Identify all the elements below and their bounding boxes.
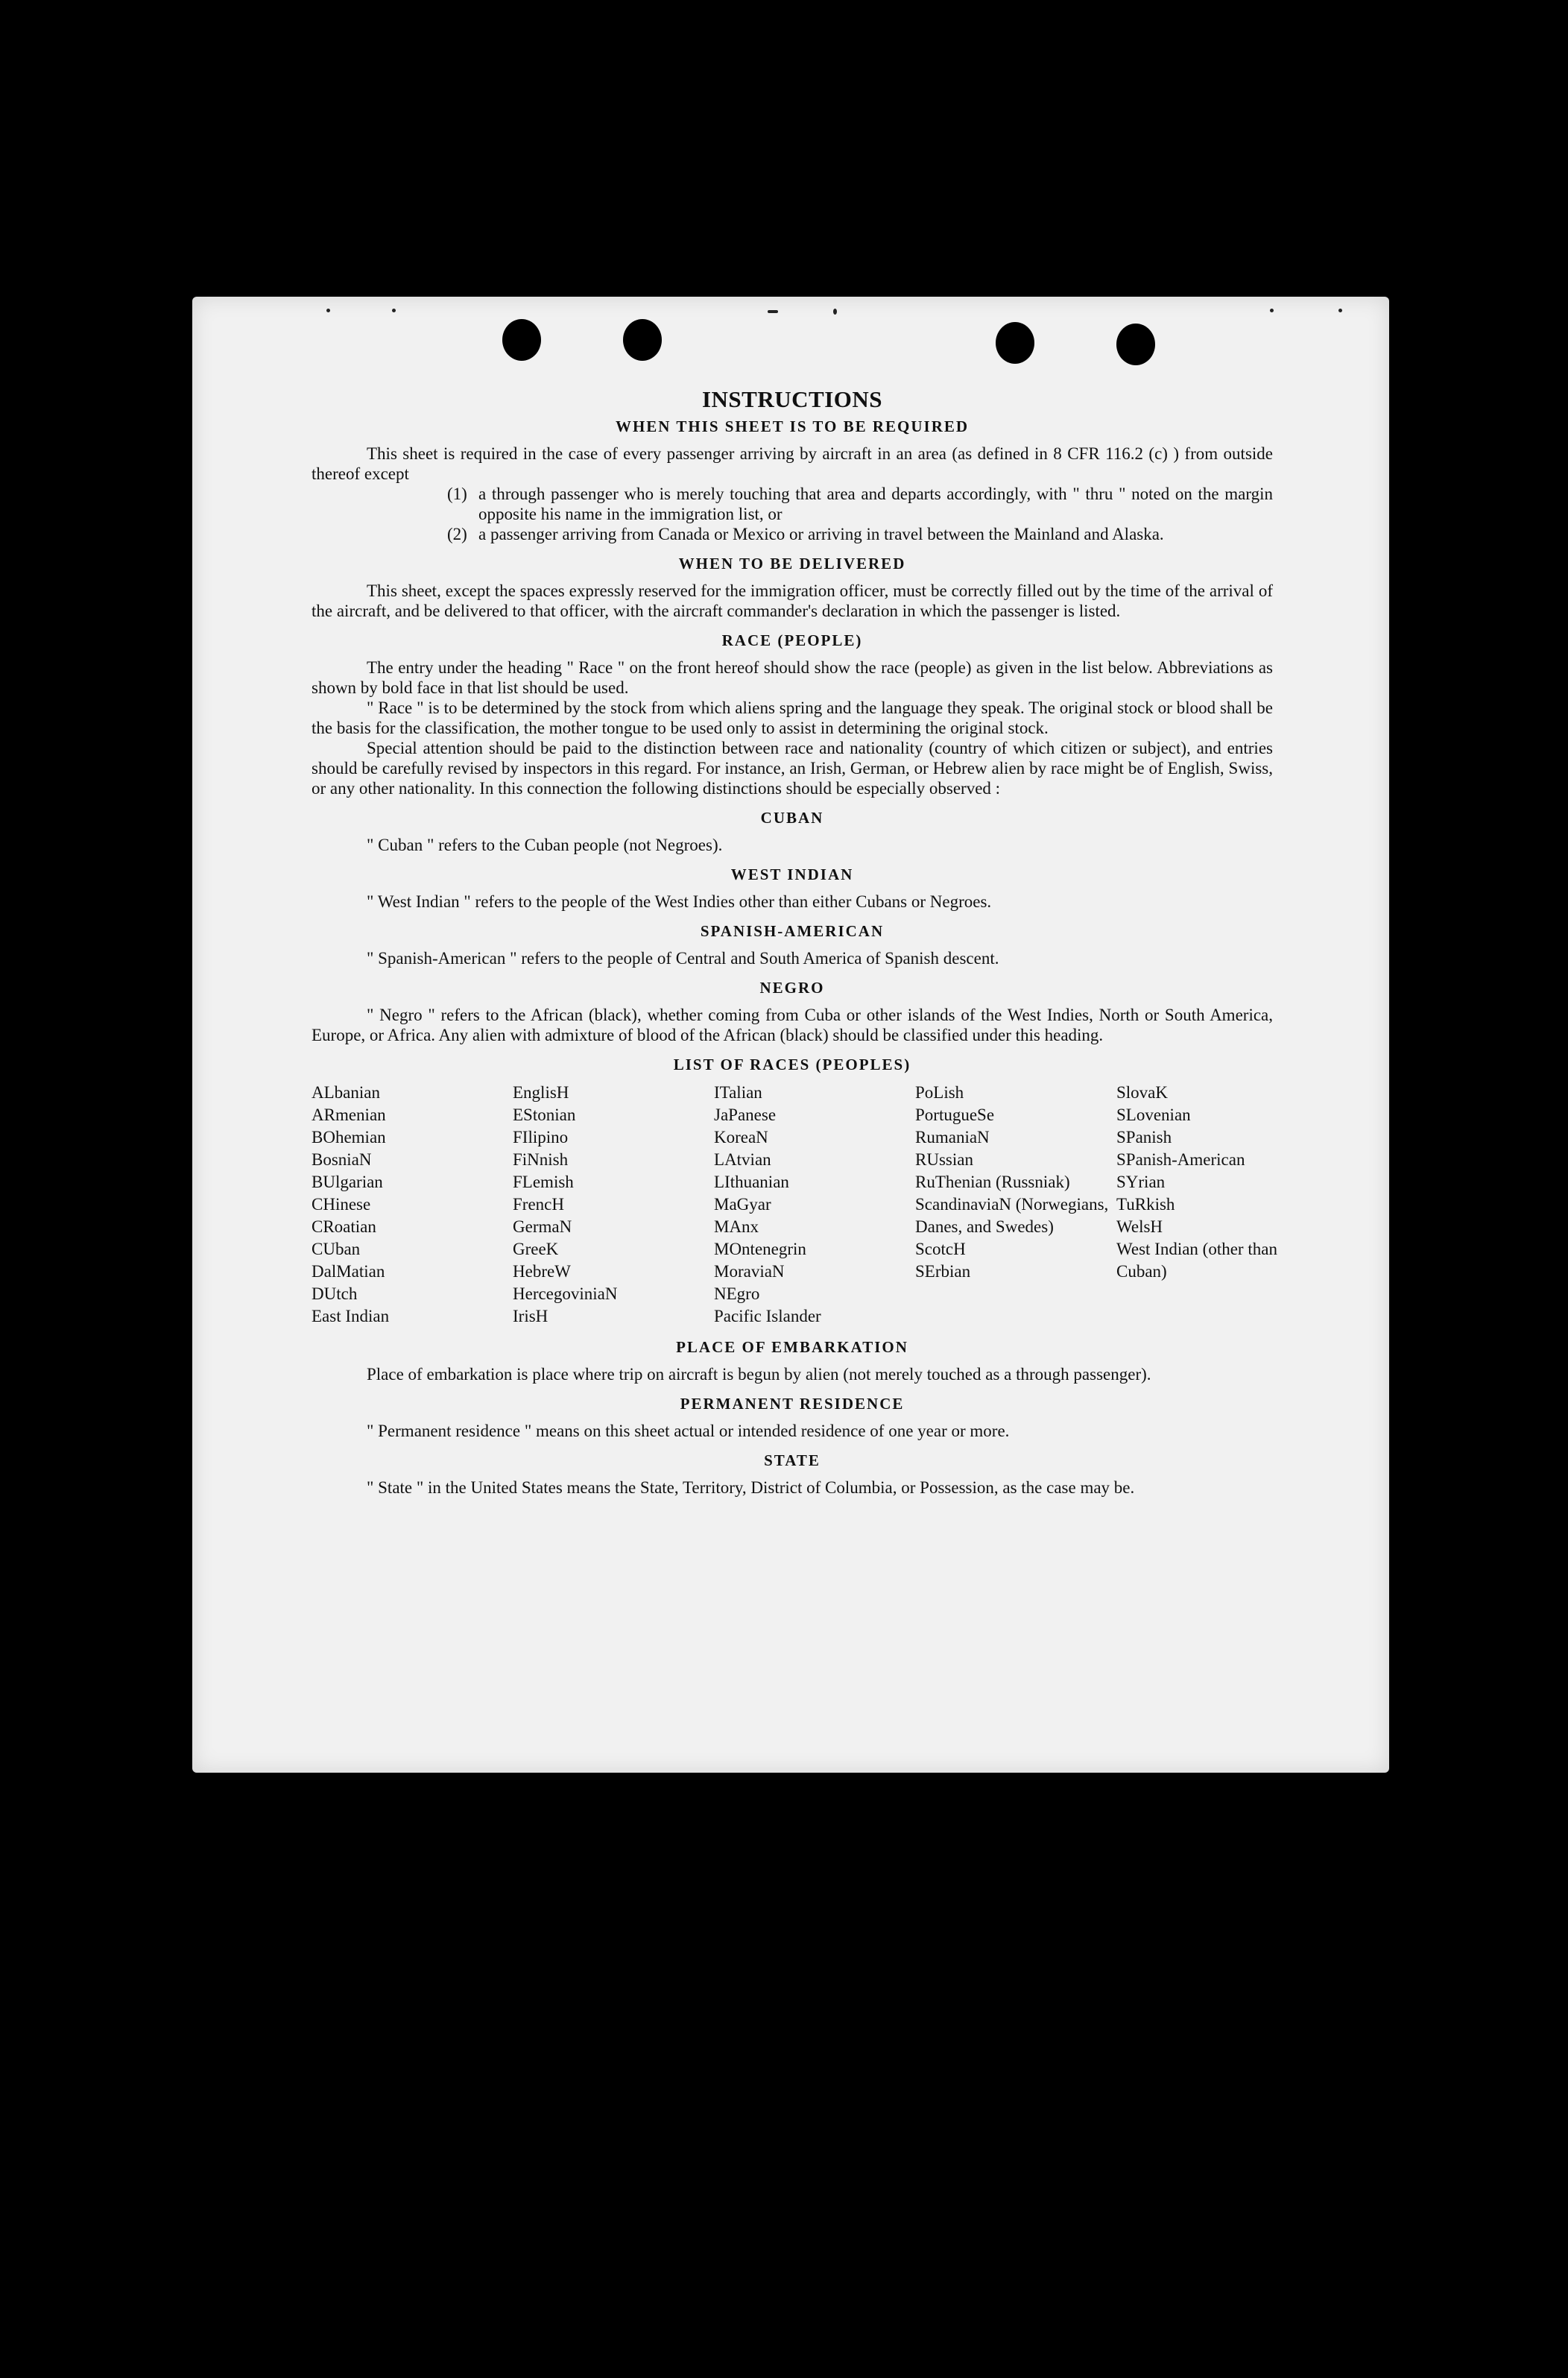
race-entry: SLovenian (1116, 1106, 1191, 1124)
instructions-content (312, 386, 1277, 1498)
section-heading-delivered: WHEN TO BE DELIVERED (678, 555, 906, 573)
race-entry: FLemish (513, 1173, 574, 1191)
speck (1270, 309, 1274, 312)
cuban-paragraph: " Cuban " refers to the Cuban people (not Negroes). (367, 836, 723, 854)
race-entry: SYrian (1116, 1173, 1166, 1191)
race-entry: MOntenegrin (714, 1240, 806, 1258)
west-indian-paragraph: " West Indian " refers to the people of the West Indies other than either Cubans or Negroes. (367, 892, 992, 911)
section-heading-negro: NEGRO (759, 979, 825, 997)
speck (833, 309, 837, 315)
speck (768, 310, 778, 313)
punch-hole (502, 319, 541, 361)
race-entry: RUssian (915, 1150, 973, 1169)
race-entry: JaPanese (714, 1106, 777, 1124)
race-entry: FiNnish (513, 1150, 569, 1169)
race-entry: GermaN (513, 1217, 572, 1236)
race-entry: WelsH (1116, 1217, 1163, 1236)
race-entry: PortugueSe (915, 1106, 995, 1124)
race-paragraph-3: Special attention should be paid to the distinction between race and nationality (country of which citizen or subject), and entries should be carefully revised by inspectors in this regard. For instance, an Irish, German, or Hebrew alien by race might be of English, Swiss, or any other nationality. In this connection the following distinctions should be especially observed : (312, 739, 1273, 798)
section-heading-state: STATE (764, 1451, 821, 1469)
section-heading-race: RACE (PEOPLE) (721, 631, 863, 649)
race-paragraph-2: " Race " is to be determined by the stock from which aliens spring and the language they speak. The original stock or blood shall be the basis for the classification, the mother tongue to be used only to assist in determining the original stock. (312, 698, 1273, 737)
race-paragraph-1: The entry under the heading " Race " on the front hereof should show the race (people) as given in the list below. Abbreviations as shown by bold face in that list should be used. (312, 658, 1273, 697)
race-entry: MAnx (714, 1217, 759, 1236)
race-entry: Pacific Islander (714, 1307, 821, 1325)
delivered-paragraph: This sheet, except the spaces expressly reserved for the immigration officer, must be correctly filled out by the time of the arrival of the aircraft, and be delivered to that officer, with the aircraft commander's declaration in which the passenger is listed. (312, 581, 1273, 620)
instruction-sheet (192, 297, 1389, 1773)
race-entry: SlovaK (1116, 1083, 1168, 1102)
punch-hole (1116, 324, 1155, 365)
races-column (513, 1082, 714, 1328)
race-entry: EStonian (513, 1106, 576, 1124)
race-entry: HebreW (513, 1262, 571, 1281)
negro-paragraph: " Negro " refers to the African (black), whether coming from Cuba or other islands of the West Indies, North or South America, Europe, or Africa. Any alien with admixture of blood of the African (black) should be classified under this heading. (312, 1006, 1273, 1044)
speck (1338, 309, 1342, 312)
race-entry: EnglisH (513, 1083, 569, 1102)
race-entry: ARmenian (312, 1106, 386, 1124)
race-entry: DalMatian (312, 1262, 385, 1281)
item-number: (2) (447, 525, 467, 543)
race-entry: FrencH (513, 1195, 564, 1214)
race-entry: SPanish (1116, 1128, 1172, 1147)
race-entry: LAtvian (714, 1150, 771, 1169)
race-entry: MoraviaN (714, 1262, 785, 1281)
race-entry: RuThenian (Russniak) (915, 1173, 1070, 1191)
item-number: (1) (447, 485, 467, 503)
race-entry: ITalian (714, 1083, 762, 1102)
speck (326, 309, 330, 312)
races-column (915, 1082, 1116, 1328)
section-heading-required: WHEN THIS SHEET IS TO BE REQUIRED (615, 417, 970, 435)
race-entry: BosniaN (312, 1150, 372, 1169)
race-entry: IrisH (513, 1307, 549, 1325)
residence-paragraph: " Permanent residence " means on this sheet actual or intended residence of one year or more. (367, 1422, 1010, 1440)
section-heading-west-indian: WEST INDIAN (730, 865, 854, 883)
section-heading-spanish-american: SPANISH-AMERICAN (700, 922, 885, 940)
embarkation-paragraph: Place of embarkation is place where trip on aircraft is begun by alien (not merely touched as a through passenger). (367, 1365, 1151, 1384)
race-entry: CUban (312, 1240, 361, 1258)
race-entry: East Indian (312, 1307, 390, 1325)
race-entry: GreeK (513, 1240, 559, 1258)
race-entry: KoreaN (714, 1128, 768, 1147)
races-column (714, 1082, 915, 1328)
race-entry: DUtch (312, 1284, 358, 1303)
section-heading-list-of-races: LIST OF RACES (PEOPLES) (673, 1056, 911, 1073)
race-entry: ScotcH (915, 1240, 966, 1258)
race-entry: SPanish-American (1116, 1150, 1245, 1169)
state-paragraph: " State " in the United States means the State, Territory, District of Columbia, or Possession, as the case may be. (367, 1478, 1135, 1497)
race-entry: PoLish (915, 1083, 964, 1102)
item-text: a through passenger who is merely touching that area and departs accordingly, with " thru " noted on the margin opposite his name in the immigration list, or (478, 485, 1273, 523)
race-entry: LIthuanian (714, 1173, 789, 1191)
race-entry: FIlipino (513, 1128, 569, 1147)
exception-item-2 (426, 524, 1273, 544)
race-entry: SErbian (915, 1262, 971, 1281)
punch-hole (996, 322, 1034, 364)
page-title: INSTRUCTIONS (701, 386, 882, 412)
race-entry: NEgro (714, 1284, 760, 1303)
race-entry: BOhemian (312, 1128, 386, 1147)
race-entry: CHinese (312, 1195, 371, 1214)
race-entry: BUlgarian (312, 1173, 383, 1191)
race-entry: ALbanian (312, 1083, 380, 1102)
race-entry: West Indian (other than Cuban) (1116, 1240, 1277, 1281)
section-heading-embarkation: PLACE OF EMBARKATION (676, 1338, 908, 1356)
exception-item-1 (426, 484, 1273, 524)
race-entry: HercegoviniaN (513, 1284, 618, 1303)
races-column (1116, 1082, 1280, 1328)
spanish-american-paragraph: " Spanish-American " refers to the people of Central and South America of Spanish descent. (367, 949, 999, 968)
required-paragraph: This sheet is required in the case of every passenger arriving by aircraft in an area (as defined in 8 CFR 116.2 (c) ) from outside thereof except (312, 444, 1273, 483)
races-column (312, 1082, 513, 1328)
section-heading-residence: PERMANENT RESIDENCE (680, 1395, 905, 1413)
race-entry: MaGyar (714, 1195, 771, 1214)
speck (392, 309, 396, 312)
punch-hole (623, 319, 662, 361)
section-heading-cuban: CUBAN (760, 809, 824, 827)
race-entry: RumaniaN (915, 1128, 990, 1147)
race-entry: ScandinaviaN (Norwegians, Danes, and Swedes) (915, 1195, 1109, 1236)
races-list (312, 1082, 1277, 1328)
race-entry: CRoatian (312, 1217, 376, 1236)
item-text: a passenger arriving from Canada or Mexico or arriving in travel between the Mainland and Alaska. (478, 525, 1164, 543)
race-entry: TuRkish (1116, 1195, 1175, 1214)
